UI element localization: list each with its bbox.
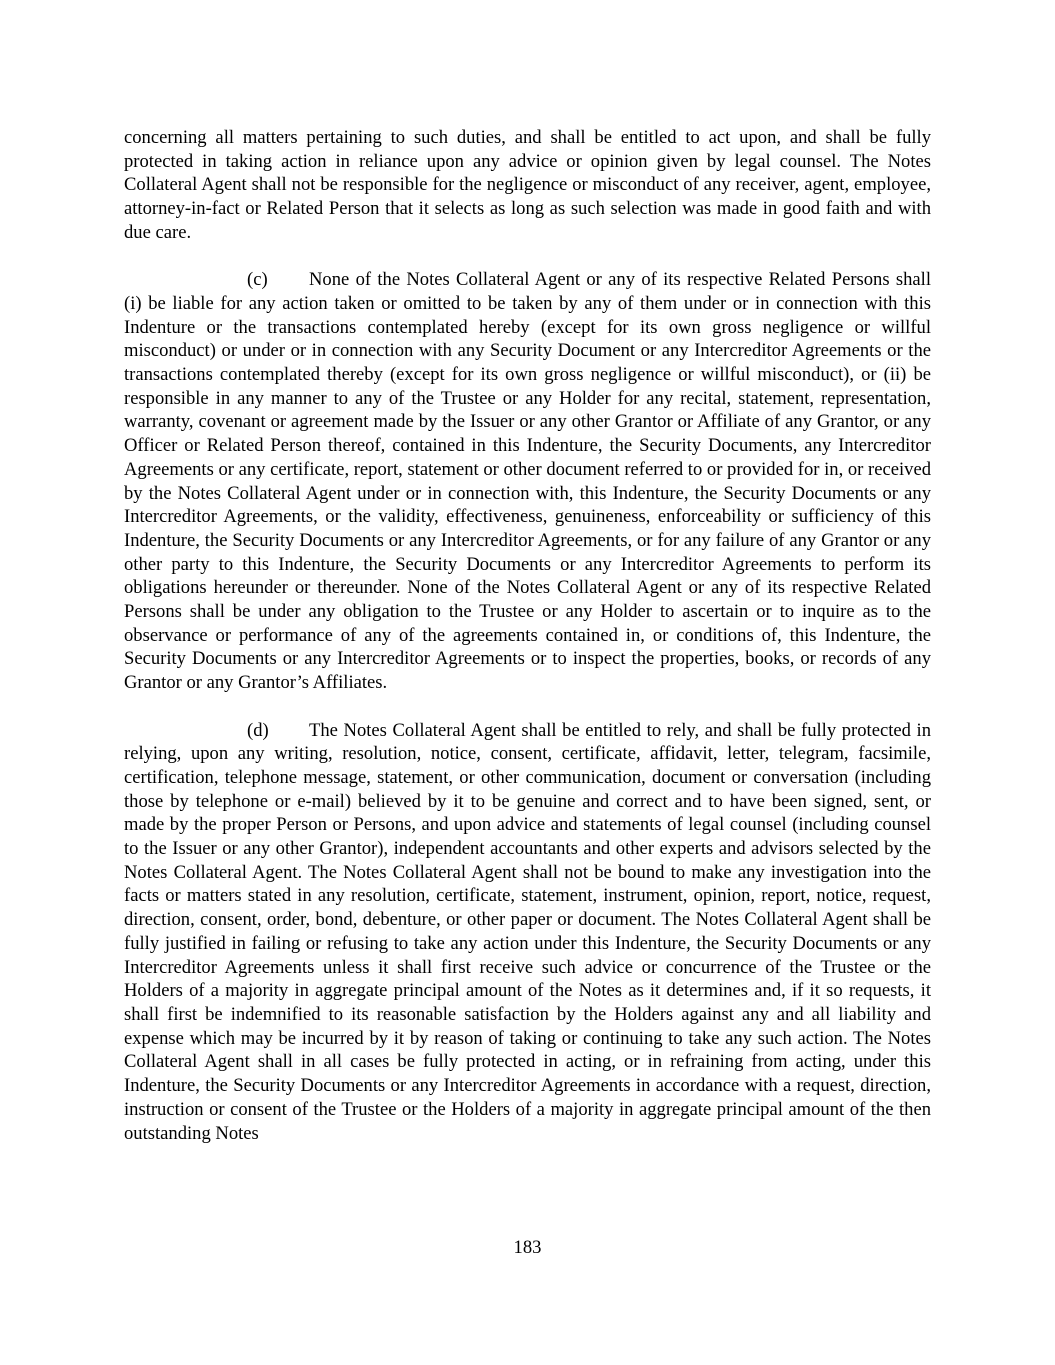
paragraph-label: (d): [247, 719, 269, 741]
page-number: 183: [513, 1237, 542, 1258]
paragraph-label: (c): [247, 269, 268, 291]
paragraph-c: [124, 268, 931, 695]
paragraph-text: concerning all matters pertaining to such duties, and shall be entitled to act upon, and shall be fully protected in taking action in reliance upon any advice or opinion given by legal counsel. The Notes Collateral Agent shall not be responsible for the negligence or misconduct of any receiver, agent, employee, attorney-in-fact or Related Person that it selects as long as such selection was made in good faith and with due care.: [124, 127, 931, 243]
paragraph-continuation: [124, 126, 931, 245]
paragraph-text: None of the Notes Collateral Agent or any of its respective Related Persons shall (i) be liable for any action taken or omitted to be taken by any of them under or in connection with this Indenture or the transactions contemplated hereby (except for its own gross negligence or willful misconduct) or under or in connection with any Security Document or any Intercreditor Agreements or the transactions contemplated thereby (except for its own gross negligence or willful misconduct), or (ii) be responsible in any manner to any of the Trustee or any Holder for any recital, statement, representation, warranty, covenant or agreement made by the Issuer or any other Grantor or Affiliate of any Grantor, or any Officer or Related Person thereof, contained in this Indenture, the Security Documents, any Intercreditor Agreements or any certificate, report, statement or other document referred to or provided for in, or received by the Notes Collateral Agent under or in connection with, this Indenture, the Security Documents or any Intercreditor Agreements, or the validity, effectiveness, genuineness, enforceability or sufficiency of this Indenture, the Security Documents or any Intercreditor Agreements, or for any failure of any Grantor or any other party to this Indenture, the Security Documents or any Intercreditor Agreements to perform its obligations hereunder or thereunder. None of the Notes Collateral Agent or any of its respective Related Persons shall be under any obligation to the Trustee or any Holder to ascertain or to inquire as to the observance or performance of any of the agreements contained in, or conditions of, this Indenture, the Security Documents or any Intercreditor Agreements or to inspect the properties, books, or records of any Grantor or any Grantor’s Affiliates.: [124, 269, 931, 694]
paragraph-text: The Notes Collateral Agent shall be entitled to rely, and shall be fully protected in relying, upon any writing, resolution, notice, consent, certificate, affidavit, letter, telegram, facsimile, certification, telephone message, statement, or other communication, document or conversation (including those by telephone or e-mail) believed by it to be genuine and correct and to have been signed, sent, or made by the proper Person or Persons, and upon advice and statements of legal counsel (including counsel to the Issuer or any other Grantor), independent accountants and other experts and advisors selected by the Notes Collateral Agent. The Notes Collateral Agent shall not be bound to make any investigation into the facts or matters stated in any resolution, certificate, statement, instrument, opinion, report, notice, request, direction, consent, order, bond, debenture, or other paper or document. The Notes Collateral Agent shall be fully justified in failing or refusing to take any action under this Indenture, the Security Documents or any Intercreditor Agreements unless it shall first receive such advice or concurrence of the Trustee or the Holders of a majority in aggregate principal amount of the Notes as it determines and, if it so requests, it shall first be indemnified to its reasonable satisfaction by the Holders against any and all liability and expense which may be incurred by it by reason of taking or continuing to take any such action. The Notes Collateral Agent shall in all cases be fully protected in acting, or in refraining from acting, under this Indenture, the Security Documents or any Intercreditor Agreements in accordance with a request, direction, instruction or consent of the Trustee or the Holders of a majority in aggregate principal amount of the then outstanding Notes: [124, 719, 931, 1144]
paragraph-d: [124, 719, 931, 1146]
document-body: [124, 126, 931, 1145]
